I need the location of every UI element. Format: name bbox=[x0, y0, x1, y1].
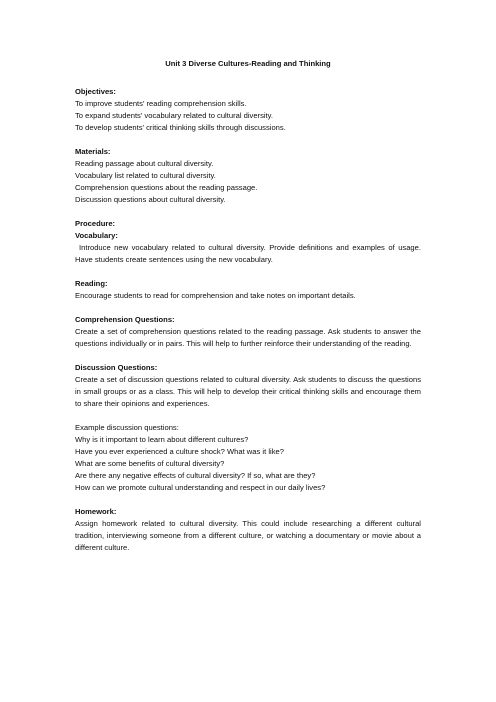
objective-item: To improve students' reading comprehension skills. bbox=[75, 99, 247, 108]
comprehension-text: Create a set of comprehension questions related to the reading passage. Ask students to answer the questions individually or in pairs. This will help to further reinforce their understanding of the reading. bbox=[75, 327, 421, 348]
spacer bbox=[75, 350, 421, 362]
homework-text: Assign homework related to cultural diversity. This could include researching a different cultural tradition, interviewing someone from a different culture, or watching a documentary or movie about a different culture. bbox=[75, 519, 421, 552]
reading-heading: Reading: bbox=[75, 279, 108, 288]
spacer bbox=[75, 266, 421, 278]
discussion-heading: Discussion Questions: bbox=[75, 363, 158, 372]
material-item: Reading passage about cultural diversity. bbox=[75, 159, 214, 168]
vocabulary-text: Introduce new vocabulary related to cultural diversity. Provide definitions and examples of usage. Have students create sentences using the new vocabulary. bbox=[75, 243, 421, 264]
reading-text: Encourage students to read for comprehension and take notes on important details. bbox=[75, 291, 356, 300]
discussion-text: Create a set of discussion questions related to cultural diversity. Ask students to discuss the questions in small groups or as a class. This will help to develop their critical thinking skills and encourage them to share their opinions and experiences. bbox=[75, 375, 421, 408]
example-question: Have you ever experienced a culture shock? What was it like? bbox=[75, 447, 284, 456]
example-question: How can we promote cultural understanding and respect in our daily lives? bbox=[75, 483, 326, 492]
comprehension-heading: Comprehension Questions: bbox=[75, 315, 175, 324]
spacer bbox=[75, 206, 421, 218]
objective-item: To develop students' critical thinking skills through discussions. bbox=[75, 123, 286, 132]
spacer bbox=[75, 302, 421, 314]
example-question: What are some benefits of cultural diversity? bbox=[75, 459, 225, 468]
spacer bbox=[75, 410, 421, 422]
example-question: Are there any negative effects of cultural diversity? If so, what are they? bbox=[75, 471, 316, 480]
document-title: Unit 3 Diverse Cultures-Reading and Thinking bbox=[165, 59, 331, 68]
material-item: Discussion questions about cultural diversity. bbox=[75, 195, 226, 204]
spacer bbox=[75, 134, 421, 146]
example-question: Why is it important to learn about different cultures? bbox=[75, 435, 249, 444]
procedure-heading: Procedure: bbox=[75, 219, 116, 228]
homework-heading: Homework: bbox=[75, 507, 117, 516]
material-item: Comprehension questions about the reading passage. bbox=[75, 183, 258, 192]
objective-item: To expand students' vocabulary related to cultural diversity. bbox=[75, 111, 274, 120]
examples-intro: Example discussion questions: bbox=[75, 423, 179, 432]
material-item: Vocabulary list related to cultural diversity. bbox=[75, 171, 216, 180]
objectives-heading: Objectives: bbox=[75, 87, 116, 96]
vocabulary-heading: Vocabulary: bbox=[75, 231, 118, 240]
document-page bbox=[75, 58, 421, 554]
materials-heading: Materials: bbox=[75, 147, 111, 156]
spacer bbox=[75, 494, 421, 506]
